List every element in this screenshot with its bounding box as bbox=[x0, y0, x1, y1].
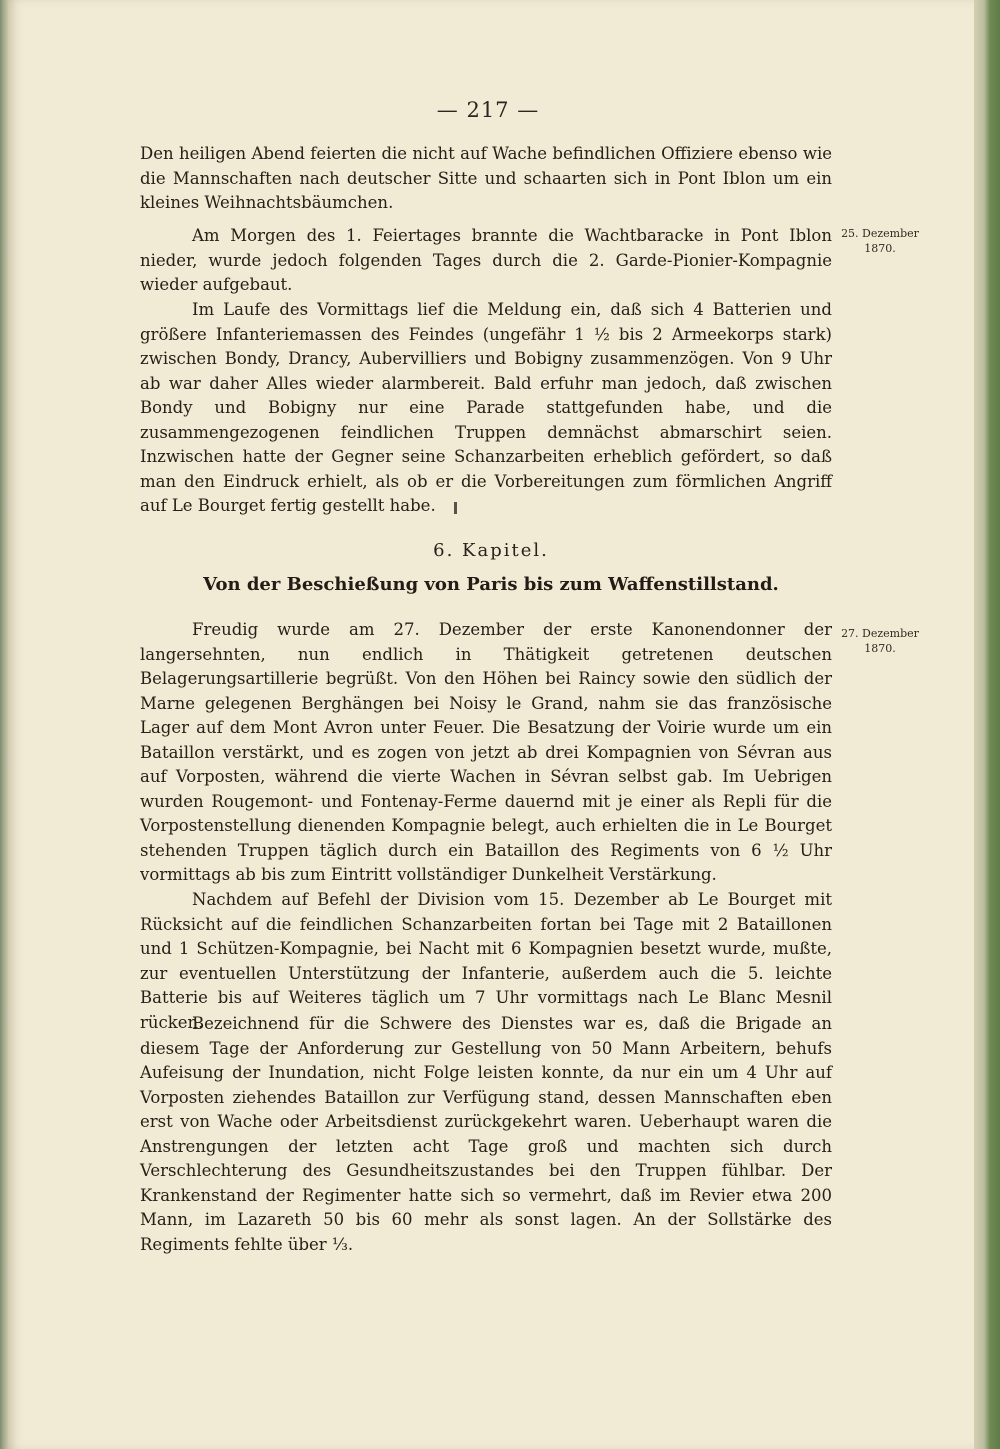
margin-note-2-date: 27. Dezember bbox=[841, 627, 919, 640]
margin-note-1-date: 25. Dezember bbox=[841, 227, 919, 240]
paragraph-1: Den heiligen Abend feierten die nicht auf Wache befindlichen Offiziere ebenso wie die Mannschaften nach deutscher Sitte und schaarten sich in Pont Iblon um ein kleines Weihnachtsbäumchen. bbox=[140, 144, 832, 212]
paragraph-4: Freudig wurde am 27. Dezember der erste Kanonendonner der langersehnten, nun endlich in Thätigkeit getretenen deutschen Belagerungsartillerie begrüßt. Von den Höhen bei Raincy sowie den südlich der Marne gelegenen Berghängen bei Noisy le Grand, nahm sie das französische Lager auf dem Mont Avron unter Feuer. Die Besatzung der Voirie wurde um ein Bataillon verstärkt, und es zogen von jetzt ab drei Kompagnien von Sévran aus auf Vorposten, während die vierte Wachen in Sévran selbst gab. Im Uebrigen wurden Rougemont- und Fontenay-Ferme dauernd mit je einer als Repli für die Vorpostenstellung dienenden Kompagnie belegt, auch erhielten die in Le Bourget stehenden Truppen täglich durch ein Bataillon des Regiments von 6 ½ Uhr vormittags ab bis zum Eintritt vollständiger Dunkelheit Verstärkung. bbox=[140, 620, 832, 884]
margin-note-1 bbox=[836, 226, 924, 256]
paragraph-6: Bezeichnend für die Schwere des Dienstes war es, daß die Brigade an diesem Tage der Anforderung zur Gestellung von 50 Mann Arbeitern, behufs Aufeisung der Inundation, nicht Folge leisten konnte, da nur ein um 4 Uhr auf Vorposten ziehendes Bataillon zur Verfügung stand, dessen Mannschaften eben erst von Wache oder Arbeitsdienst zurückgekehrt waren. Ueberhaupt waren die Anstrengungen der letzten acht Tage groß und machten sich durch Verschlechterung des Gesundheitszustandes bei den Truppen fühlbar. Der Krankenstand der Regimenter hatte sich so vermehrt, daß im Revier etwa 200 Mann, im Lazareth 50 bis 60 mehr als sonst lagen. An der Sollstärke des Regiments fehlte über ⅓. bbox=[140, 1014, 832, 1254]
paragraph-5: Nachdem auf Befehl der Division vom 15. Dezember ab Le Bourget mit Rücksicht auf die feindlichen Schanzarbeiten fortan bei Tage mit 2 Bataillonen und 1 Schützen-Kompagnie, bei Nacht mit 6 Kompagnien besetzt wurde, mußte, zur eventuellen Unterstützung der Infanterie, außerdem auch die 5. leichte Batterie bis auf Weiteres täglich um 7 Uhr vormittags nach Le Blanc Mesnil rücken. bbox=[140, 890, 832, 1032]
page bbox=[8, 0, 976, 1449]
margin-note-2-year: 1870. bbox=[864, 642, 896, 655]
margin-note-1-year: 1870. bbox=[864, 242, 896, 255]
page-number: — 217 — bbox=[436, 98, 540, 122]
chapter-title: Von der Beschießung von Paris bis zum Waffenstillstand. bbox=[203, 574, 779, 595]
paragraph-2: Am Morgen des 1. Feiertages brannte die Wachtbaracke in Pont Iblon nieder, wurde jedoch folgenden Tages durch die 2. Garde-Pionier-Kompagnie wieder aufgebaut. bbox=[140, 226, 832, 294]
stray-mark bbox=[454, 502, 457, 514]
paragraph-3: Im Laufe des Vormittags lief die Meldung ein, daß sich 4 Batterien und größere Infanteriemassen des Feindes (ungefähr 1 ½ bis 2 Armeekorps stark) zwischen Bondy, Drancy, Aubervilliers und Bobigny zusammenzögen. Von 9 Uhr ab war daher Alles wieder alarmbereit. Bald erfuhr man jedoch, daß zwischen Bondy und Bobigny nur eine Parade stattgefunden habe, und die zusammengezogenen feindlichen Truppen demnächst abmarschirt seien. Inzwischen hatte der Gegner seine Schanzarbeiten erheblich gefördert, so daß man den Eindruck erhielt, als ob er die Vorbereitungen zum förmlichen Angriff auf Le Bourget fertig gestellt habe. bbox=[140, 300, 832, 515]
page-edge bbox=[974, 0, 1000, 1449]
margin-note-2 bbox=[836, 626, 924, 656]
chapter-number: 6. Kapitel. bbox=[433, 540, 549, 561]
